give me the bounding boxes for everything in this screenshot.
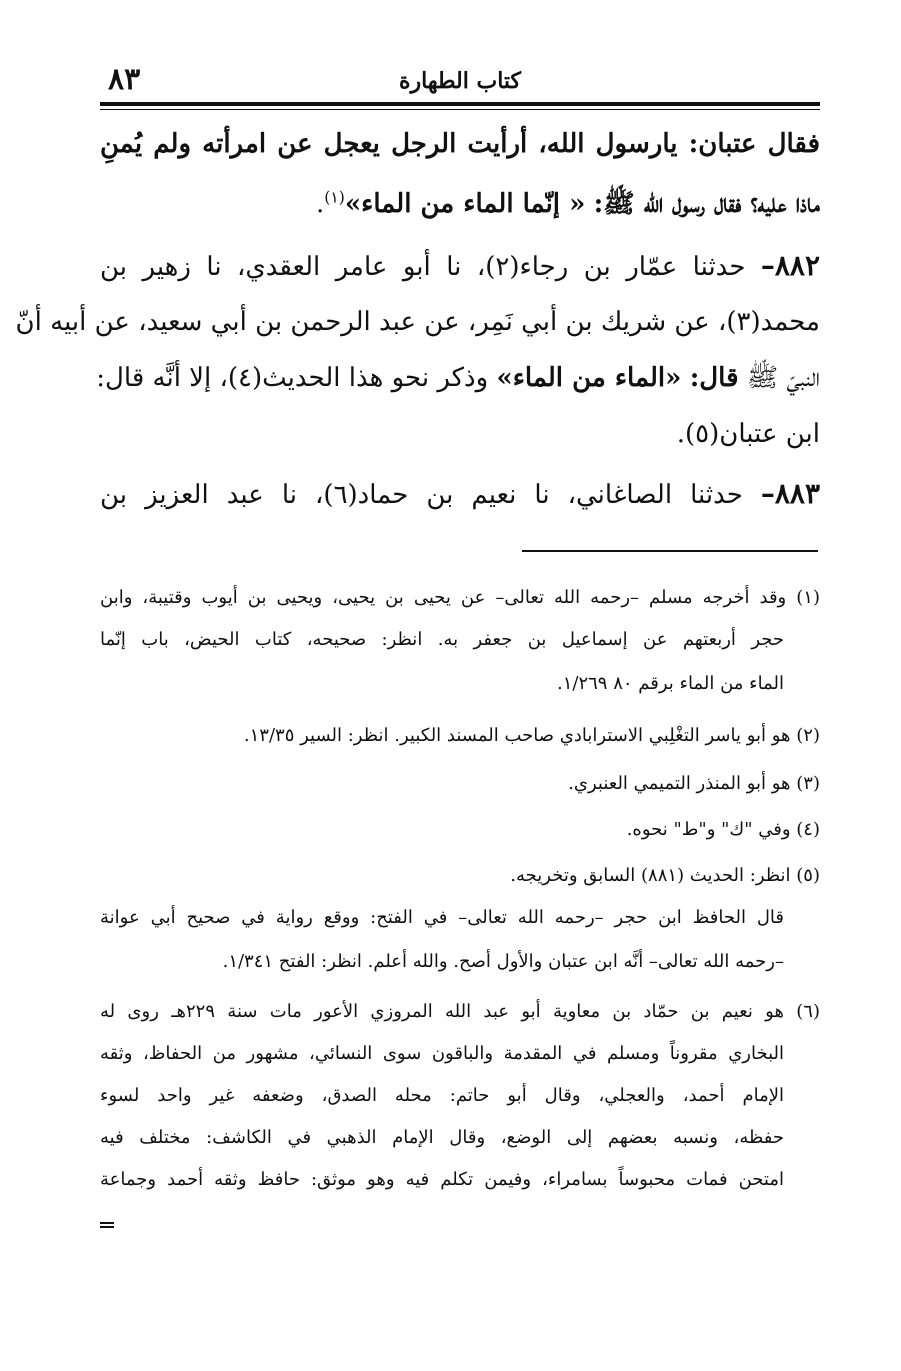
- footnote-1-line-2: حجر أربعتهم عن إسماعيل بن جعفر به. انظر: صحيحه، كتاب الحيض، باب إنّما: [100, 629, 784, 650]
- body-line-2: [100, 176, 820, 232]
- footnote-5-note-line-1: قال الحافظ ابن حجر –رحمه الله تعالى– في الفتح: ووقع رواية في صحيح أبي عوانة: [100, 907, 784, 928]
- hadith-number: ٨٨٢–: [760, 249, 821, 282]
- page-number: ٨٣: [108, 62, 141, 97]
- running-title: كتاب الطهارة: [398, 68, 522, 94]
- header-rule-thick: [100, 102, 820, 106]
- body-text: فقال عتبان: يارسول الله، أرأيت الرجل يعجل عن امرأته ولم يُمنِ: [100, 129, 820, 159]
- body-text: محمد(٣)، عن شريك بن أبي نَمِر، عن عبد الرحمن بن أبي سعيد، عن أبيه أنّ: [15, 307, 820, 337]
- footnote-4: (٤) وفي "ك" و"ط" نحوه.: [626, 819, 820, 840]
- continuation-mark: [100, 1222, 114, 1228]
- body-line-5: [96, 350, 820, 406]
- footnote-ref: (١): [324, 188, 345, 207]
- body-text: .: [316, 189, 325, 219]
- hadith-quote: «الماء من الماء»: [496, 363, 682, 393]
- footnote-5-note-line-2: –رحمه الله تعالى– أنَّه ابن عتبان والأول أصح. والله أعلم. انظر: الفتح ١/٣٤١.: [222, 951, 784, 972]
- body-text: قال:: [689, 363, 739, 393]
- body-text: حدثنا الصاغاني، نا نعيم بن حماد(٦)، نا عبد العزيز بن: [100, 480, 743, 510]
- page-header: [100, 62, 820, 102]
- header-rule-thin: [100, 109, 820, 110]
- footnote-6-line-4: حفظه، ونسبه بعضهم إلى الوضع، وقال الإمام الذهبي في الكاشف: مختلف فيه: [100, 1127, 784, 1148]
- footnote-separator: [522, 550, 818, 552]
- footnote-2: (٢) هو أبو ياسر التغْلِبي الاسترابادي صاحب المسند الكبير. انظر: السير ١٣/٣٥.: [243, 725, 820, 746]
- body-text: حدثنا عمّار بن رجاء(٢)، نا أبو عامر العقدي، نا زهير بن: [100, 252, 746, 282]
- footnote-1-line-1: (١) وقد أخرجه مسلم –رحمه الله تعالى– عن يحيى بن يحيى، ويحيى بن أيوب وقتيبة، وابن: [100, 587, 820, 608]
- footnote-1-line-3: الماء من الماء برقم ٨٠ ١/٢٦٩.: [557, 673, 784, 694]
- body-line-3: [100, 238, 820, 294]
- footnote-6-line-1: (٦) هو نعيم بن حمّاد بن معاوية أبو عبد الله المروزي الأعور مات سنة ٢٢٩هـ روى له: [100, 1001, 820, 1022]
- hadith-quote: « إنّما الماء من الماء»: [344, 189, 586, 219]
- hadith-number: ٨٨٣–: [760, 477, 821, 510]
- body-text: ابن عتبان(٥).: [676, 419, 820, 449]
- footnote-6-line-2: البخاري مقروناً ومسلم في المقدمة والباقون سوى النسائي، مشهور من الحفاظ، وثقه: [100, 1043, 784, 1064]
- body-text: ماذا عليه؟ فقال رسول الله ﷺ:: [593, 189, 820, 219]
- footnote-3: (٣) هو أبو المنذر التميمي العنبري.: [568, 773, 820, 794]
- footnote-6-line-5: امتحن فمات محبوساً بسامراء، وفيمن تكلم فيه وهو موثق: حافظ وثقه أحمد وجماعة: [100, 1169, 784, 1190]
- footnote-5: (٥) انظر: الحديث (٨٨١) السابق وتخريجه.: [510, 865, 820, 886]
- body-text: وذكر نحو هذا الحديث(٤)، إلا أنَّه قال:: [96, 363, 489, 393]
- body-line-7: [100, 466, 820, 522]
- body-text: النبيّ ﷺ: [746, 363, 820, 393]
- body-line-4: [15, 294, 820, 350]
- body-line-1: [100, 116, 820, 172]
- body-line-6: [100, 406, 820, 462]
- footnote-6-line-3: الإمام أحمد، والعجلي، وقال أبو حاتم: محله الصدق، وضعفه غير واحد لسوء: [100, 1085, 784, 1106]
